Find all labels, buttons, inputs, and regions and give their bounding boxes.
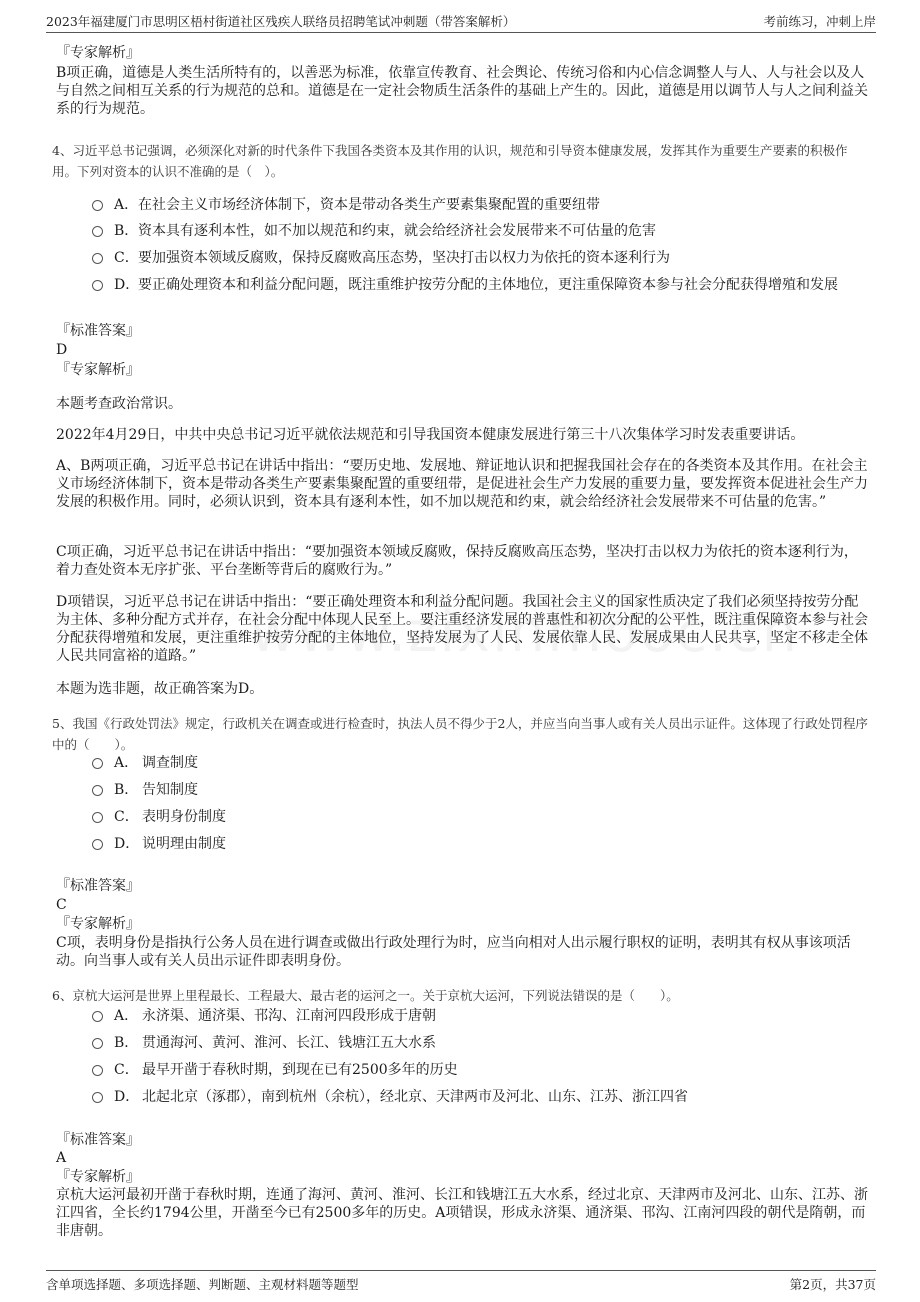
q6-option-b[interactable]: B． 贯通海河、黄河、淮河、长江、钱塘江五大水系: [92, 1032, 872, 1054]
radio-icon[interactable]: [92, 839, 103, 850]
q6-option-a[interactable]: A． 永济渠、通济渠、邗沟、江南河四段形成于唐朝: [92, 1005, 872, 1027]
radio-icon[interactable]: [92, 785, 103, 796]
q5-stem: 5、我国《行政处罚法》规定，行政机关在调查或进行检查时，执法人员不得少于2人，并应当向当事人或有关人员出示证件。这体现了行政处罚程序中的（ ）。: [52, 716, 868, 752]
q3-analysis-text: B项正确，道德是人类生活所特有的，以善恶为标准，依靠宣传教育、社会舆论、传统习俗和内心信念调整人与人、人与社会以及人与自然之间相互关系的行为规范的总和。道德是在一定社会物质生活条件的基础上产生的。因此，道德是用以调节人与人之间利益关系的行为规范。: [56, 65, 868, 117]
radio-icon[interactable]: [92, 812, 103, 823]
q5-answer-value: C: [56, 897, 67, 913]
radio-icon[interactable]: [92, 1065, 103, 1076]
q4-analysis-para6: 本题为选非题，故正确答案为D。: [56, 681, 264, 697]
q6-option-c[interactable]: C． 最早开凿于春秋时期，到现在已有2500多年的历史: [92, 1059, 872, 1081]
q4-option-c[interactable]: C． 要加强资本领域反腐败，保持反腐败高压态势，坚决打击以权力为依托的资本逐利行为: [92, 247, 872, 269]
q3-analysis-label: 『专家解析』: [56, 45, 140, 61]
q4-analysis-label: 『专家解析』: [56, 362, 140, 378]
radio-icon[interactable]: [92, 226, 103, 237]
q6-answer-label: 『标准答案』: [56, 1132, 140, 1148]
q4-analysis-para4: C项正确，习近平总书记在讲话中指出：“要加强资本领域反腐败，保持反腐败高压态势，坚决打击以权力为依托的资本逐利行为，着力查处资本无序扩张、平台垄断等背后的腐败行为。”: [56, 544, 858, 578]
q6-answer-value: A: [56, 1150, 67, 1166]
q4-option-d[interactable]: D． 要正确处理资本和利益分配问题，既注重维护按劳分配的主体地位，更注重保障资本参与社会分配获得增殖和发展: [92, 274, 862, 297]
q4-answer-label: 『标准答案』: [56, 323, 140, 339]
header-slogan: 考前练习，冲刺上岸: [763, 14, 876, 29]
radio-icon[interactable]: [92, 1092, 103, 1103]
q4-analysis-para3: A、B两项正确，习近平总书记在讲话中指出：“要历史地、发展地、辩证地认识和把握我国社会存在的各类资本及其作用。在社会主义市场经济体制下，资本是带动各类生产要素集聚配置的重要纽带，是促进社会生产力发展的重要力量，要发挥资本促进社会生产力发展的积极作用。同时，必须认识到，资本具有逐利本性，如不加以规范和约束，就会给经济社会发展带来不可估量的危害。”: [56, 458, 868, 510]
q4-answer-value: D: [56, 342, 68, 358]
q5-option-a[interactable]: A． 调查制度: [92, 752, 872, 774]
q5-option-b[interactable]: B． 告知制度: [92, 779, 872, 801]
radio-icon[interactable]: [92, 1011, 103, 1022]
q4-analysis-para1: 本题考查政治常识。: [56, 396, 182, 412]
q6-option-d[interactable]: D． 北起北京（涿郡），南到杭州（余杭），经北京、天津两市及河北、山东、江苏、浙江四省: [92, 1086, 872, 1108]
radio-icon[interactable]: [92, 758, 103, 769]
q4-option-a[interactable]: A． 在社会主义市场经济体制下，资本是带动各类生产要素集聚配置的重要纽带: [92, 194, 872, 216]
q5-option-c[interactable]: C． 表明身份制度: [92, 806, 872, 828]
q5-answer-label: 『标准答案』: [56, 878, 140, 894]
q5-option-d[interactable]: D． 说明理由制度: [92, 833, 872, 855]
radio-icon[interactable]: [92, 253, 103, 264]
radio-icon[interactable]: [92, 200, 103, 211]
q5-analysis-text: C项，表明身份是指执行公务人员在进行调查或做出行政处理行为时，应当向相对人出示履行职权的证明，表明其有权从事该项活动。向当事人或有关人员出示证件即表明身份。: [56, 935, 851, 969]
q4-analysis-para5: D项错误，习近平总书记在讲话中指出：“要正确处理资本和利益分配问题。我国社会主义的国家性质决定了我们必须坚持按劳分配为主体、多种分配方式并存，在社会分配中体现人民至上。要注重经济发展的普惠性和初次分配的公平性，既注重保障资本参与社会分配获得增殖和发展，更注重维护按劳分配的主体地位，坚持发展为了人民、发展依靠人民、发展成果由人民共享，坚定不移走全体人民共同富裕的道路。”: [56, 594, 868, 664]
q6-stem: 6、京杭大运河是世界上里程最长、工程最大、最古老的运河之一。关于京杭大运河，下列说法错误的是（ ）。: [52, 988, 679, 1003]
q4-analysis-para2: 2022年4月29日，中共中央总书记习近平就依法规范和引导我国资本健康发展进行第三十八次集体学习时发表重要讲话。: [56, 427, 805, 443]
page-header: [46, 10, 876, 33]
document-title: 2023年福建厦门市思明区梧村街道社区残疾人联络员招聘笔试冲刺题（带答案解析）: [46, 14, 516, 29]
q4-option-b[interactable]: B． 资本具有逐利本性，如不加以规范和约束，就会给经济社会发展带来不可估量的危害: [92, 220, 872, 242]
page-footer: [46, 1270, 876, 1295]
radio-icon[interactable]: [92, 280, 103, 291]
footer-note: 含单项选择题、多项选择题、判断题、主观材料题等题型: [46, 1277, 359, 1292]
q6-analysis-text: 京杭大运河最初开凿于春秋时期，连通了海河、黄河、淮河、长江和钱塘江五大水系，经过北京、天津两市及河北、山东、江苏、浙江四省，全长约1794公里，开凿至今已有2500多年的历史。A项错误，形成永济渠、通济渠、邗沟、江南河四段的朝代是隋朝，而非唐朝。: [56, 1187, 868, 1239]
q5-analysis-label: 『专家解析』: [56, 916, 140, 932]
q4-stem: 4、习近平总书记强调，必须深化对新的时代条件下我国各类资本及其作用的认识，规范和引导资本健康发展，发挥其作为重要生产要素的积极作用。下列对资本的认识不准确的是（ ）。: [52, 143, 848, 179]
page-number: 第2页，共37页: [789, 1277, 876, 1292]
radio-icon[interactable]: [92, 1038, 103, 1049]
q6-analysis-label: 『专家解析』: [56, 1169, 140, 1185]
